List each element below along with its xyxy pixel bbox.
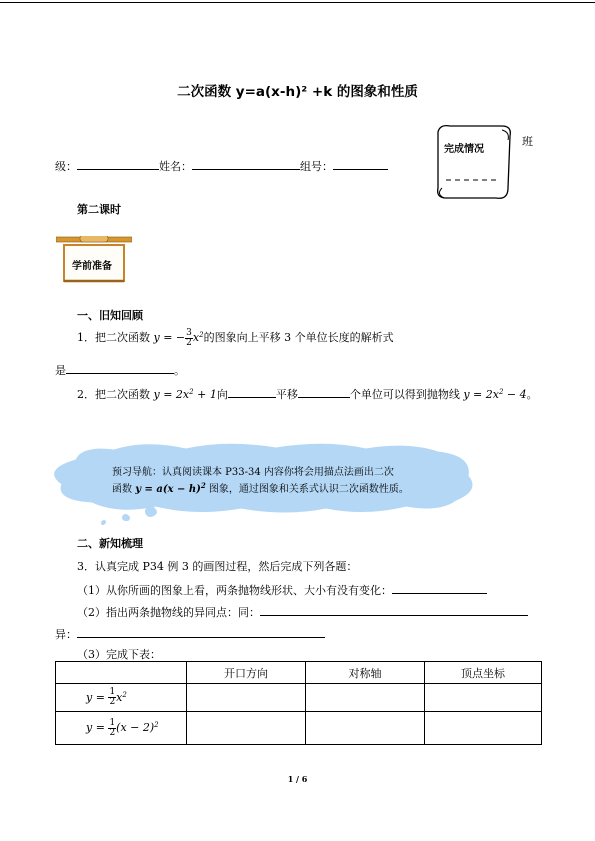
row1-formula: y = $\frac{1}{2}$ $x^2$ (86, 687, 127, 707)
q3-1-text: （1）从你所画的图象上看，两条抛物线形状、大小有没有变化： (77, 584, 392, 597)
q2-direction-blank[interactable] (228, 386, 276, 398)
section2-heading: 二、新知梳理 (77, 537, 143, 550)
row2-formula: y = $\frac{1}{2}$ $(x - 2)^2$ (86, 717, 159, 738)
cloud-line2-suffix: 图象，通过图象和关系式认识二次函数性质。 (208, 484, 409, 495)
page-number: 1 / 6 (287, 774, 308, 784)
prep-badge-label: 学前准备 (72, 261, 112, 272)
question-3-2 (77, 604, 528, 620)
q2-mid2: 平移 (275, 388, 298, 401)
q2-end: 。 (526, 388, 538, 401)
question-3-2b (55, 626, 325, 642)
row1-opening-cell[interactable] (187, 684, 306, 712)
row1-function (56, 684, 187, 712)
name-blank[interactable] (192, 157, 300, 170)
q3-2-text: （2）指出两条抛物线的异同点：同： (77, 606, 260, 619)
q1-line2-prefix: 是 (55, 364, 66, 377)
table-row (56, 684, 542, 712)
table-header-opening: 开口方向 (187, 662, 306, 684)
cloud-line-1: 预习导航：认真阅读课本 P33-34 内容你将会用描点法画出二次 (112, 467, 394, 478)
table-header-blank (56, 662, 187, 684)
q2-prefix: 2．把二次函数 (77, 388, 150, 401)
q1-answer-blank[interactable] (66, 362, 174, 374)
group-blank[interactable] (333, 157, 388, 170)
q2-units-blank[interactable] (298, 386, 350, 398)
cloud-bubble-large (145, 506, 156, 517)
question-3-3: （3）完成下表： (77, 648, 161, 661)
row2-axis-cell[interactable] (306, 712, 425, 745)
q1-prefix: 1．把二次函数 (77, 331, 150, 344)
question-3: 3．认真完成 P34 例 3 的画图过程，然后完成下列各题： (77, 560, 358, 573)
completion-label: 完成情况 (444, 144, 484, 155)
top-rule (0, 2, 595, 3)
group-label: 组号： (300, 160, 333, 173)
grade-blank[interactable] (77, 157, 159, 170)
cloud-formula: $y = a(x - h)^2$ (135, 481, 206, 495)
q2-target-formula: $y = 2x^2 - 4$ (463, 388, 527, 401)
row1-vertex-cell[interactable] (425, 684, 542, 712)
cloud-line2-prefix: 函数 (112, 484, 132, 495)
class-label: 班 (522, 135, 533, 148)
row2-opening-cell[interactable] (187, 712, 306, 745)
name-label: 姓名： (159, 160, 192, 173)
question-2 (77, 386, 538, 402)
row2-vertex-cell[interactable] (425, 712, 542, 745)
q2-formula: $y = 2x^2 + 1$ (153, 388, 217, 401)
section1-heading: 一、旧知回顾 (77, 309, 143, 322)
header-fields (55, 157, 388, 174)
completion-scroll-badge (432, 122, 516, 204)
cloud-bubble-small (102, 520, 106, 524)
table-header-axis: 对称轴 (306, 662, 425, 684)
q1-line2-suffix: 。 (174, 364, 185, 377)
q3-1-blank[interactable] (392, 582, 487, 594)
q3-2-same-blank[interactable] (260, 604, 528, 616)
q1-suffix: 的图象向上平移 3 个单位长度的解析式 (203, 331, 394, 344)
table-row (56, 712, 542, 745)
page-title: 二次函数 y=a(x-h)² +k 的图象和性质 (177, 84, 418, 100)
question-1-line2 (55, 362, 185, 378)
cloud-bubble-medium (122, 514, 129, 521)
q1-formula: y = − $\frac{3}{2}$ $x^2$ (153, 327, 204, 348)
scroll-icon (432, 122, 516, 204)
row2-function (56, 712, 187, 745)
q3-2-diff-blank[interactable] (77, 626, 325, 638)
row1-axis-cell[interactable] (306, 684, 425, 712)
properties-table (55, 661, 542, 745)
cloud-line-2 (112, 480, 409, 495)
table-header-row (56, 662, 542, 684)
lesson-label: 第二课时 (77, 203, 121, 216)
grade-label: 级： (55, 160, 77, 173)
prep-badge (56, 236, 132, 284)
q2-mid3: 个单位可以得到抛物线 (349, 388, 460, 401)
table-header-vertex: 顶点坐标 (425, 662, 542, 684)
q3-2b-text: 异： (55, 628, 77, 641)
q2-mid1: 向 (216, 388, 228, 401)
question-3-1 (77, 582, 487, 598)
question-1 (77, 328, 394, 348)
